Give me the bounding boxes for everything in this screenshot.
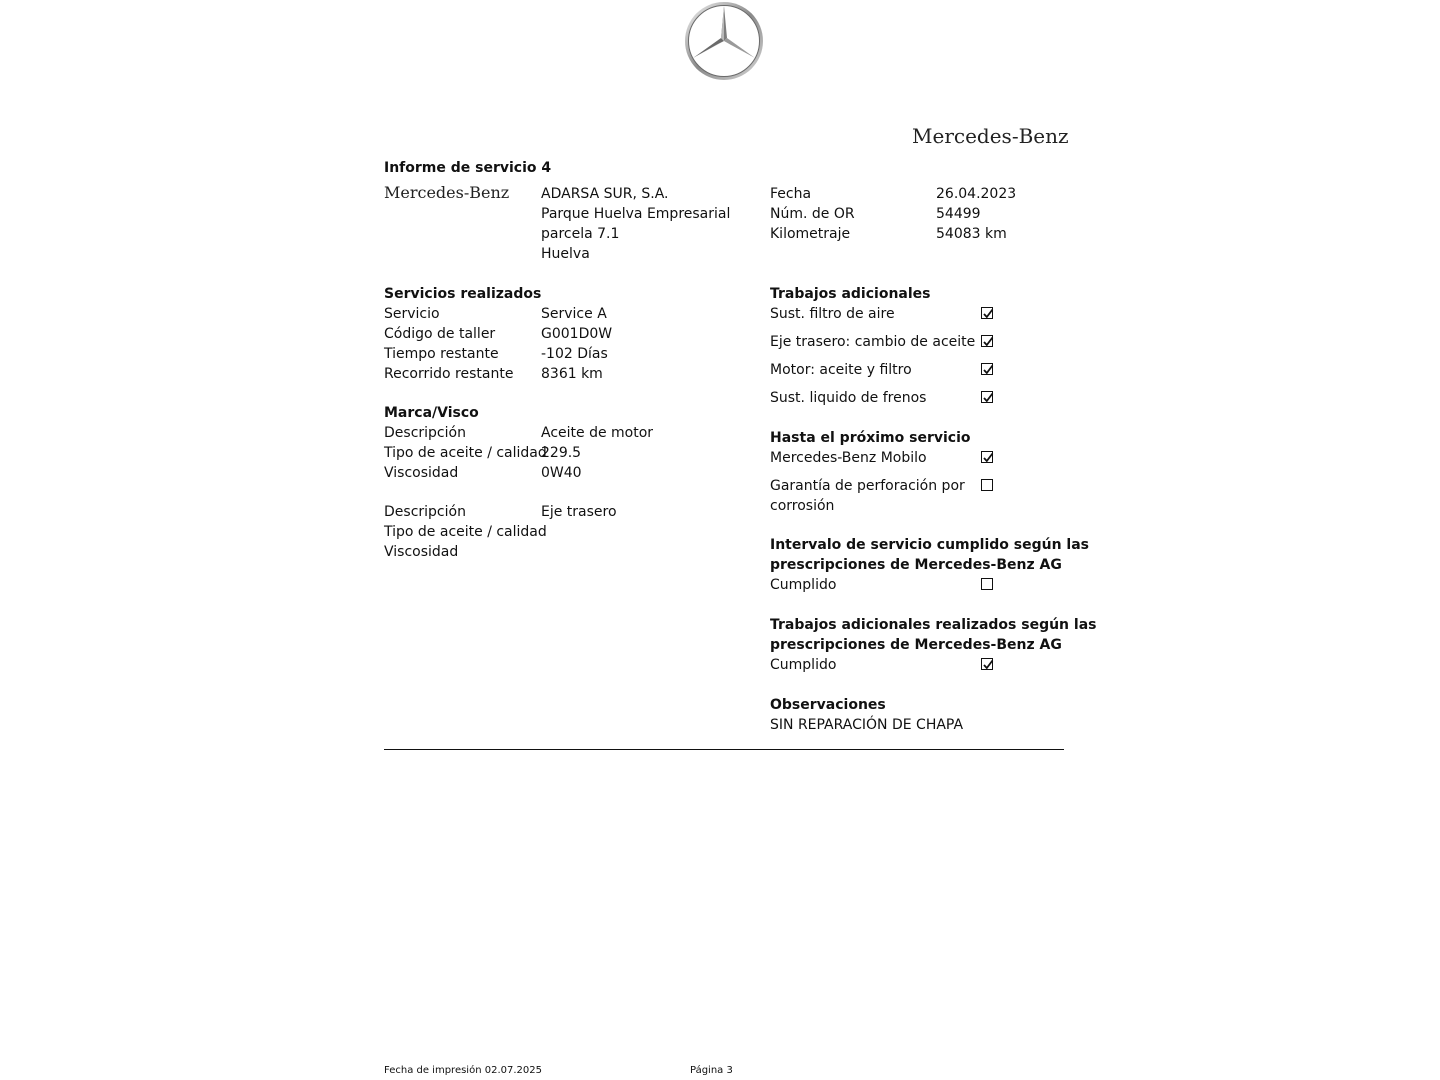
page-number: Página 3 — [690, 1065, 733, 1076]
sender-wordmark: Mercedes-Benz — [384, 183, 510, 202]
or-label: Núm. de OR — [770, 206, 855, 222]
print-date: Fecha de impresión 02.07.2025 — [384, 1065, 542, 1076]
fecha-value: 26.04.2023 — [936, 186, 1017, 202]
brand-wordmark: Mercedes-Benz — [912, 124, 1069, 148]
motor-desc-label: Descripción — [384, 425, 466, 441]
trabajo-label: Sust. filtro de aire — [770, 306, 895, 322]
intervalo-cumplido-checkbox[interactable] — [981, 578, 993, 590]
checkmark-icon — [982, 659, 994, 671]
trabajo-label: Sust. liquido de frenos — [770, 390, 927, 406]
observaciones-heading: Observaciones — [770, 697, 886, 713]
intervalo-heading-2: prescripciones de Mercedes-Benz AG — [770, 557, 1062, 573]
servicio-label: Servicio — [384, 306, 440, 322]
recorrido-value: 8361 km — [541, 366, 603, 382]
report-title: Informe de servicio 4 — [384, 160, 552, 176]
dealer-address-1: Parque Huelva Empresarial — [541, 206, 731, 222]
eje-desc-label: Descripción — [384, 504, 466, 520]
adicionales-heading-1: Trabajos adicionales realizados según las — [770, 617, 1097, 633]
fecha-label: Fecha — [770, 186, 812, 202]
proximo-heading: Hasta el próximo servicio — [770, 430, 971, 446]
km-value: 54083 km — [936, 226, 1007, 242]
adicionales-heading-2: prescripciones de Mercedes-Benz AG — [770, 637, 1062, 653]
motor-desc-value: Aceite de motor — [541, 425, 654, 441]
garantia-checkbox[interactable] — [981, 479, 993, 491]
checkmark-icon — [982, 452, 994, 464]
tiempo-value: -102 Días — [541, 346, 608, 362]
motor-visc-label: Viscosidad — [384, 465, 459, 481]
trabajo-label: Motor: aceite y filtro — [770, 362, 912, 378]
dealer-city: Huelva — [541, 246, 590, 262]
servicios-heading: Servicios realizados — [384, 286, 542, 302]
garantia-label-2: corrosión — [770, 498, 835, 514]
observaciones-text: SIN REPARACIÓN DE CHAPA — [770, 717, 964, 733]
adicionales-cumplido-checkbox[interactable] — [981, 658, 993, 670]
codigo-label: Código de taller — [384, 326, 496, 342]
motor-tipo-value: 229.5 — [541, 445, 582, 461]
motor-tipo-label: Tipo de aceite / calidad — [384, 445, 547, 461]
trabajo-checkbox[interactable] — [981, 307, 993, 319]
checkmark-icon — [982, 392, 994, 404]
trabajo-label: Eje trasero: cambio de aceite — [770, 334, 976, 350]
motor-visc-value: 0W40 — [541, 465, 582, 481]
servicio-value: Service A — [541, 306, 607, 322]
mercedes-star-logo — [683, 0, 765, 82]
marca-visco-heading: Marca/Visco — [384, 405, 479, 421]
codigo-value: G001D0W — [541, 326, 613, 342]
mobilo-label: Mercedes-Benz Mobilo — [770, 450, 927, 466]
eje-visc-label: Viscosidad — [384, 544, 459, 560]
eje-desc-value: Eje trasero — [541, 504, 617, 520]
mobilo-checkbox[interactable] — [981, 451, 993, 463]
eje-tipo-label: Tipo de aceite / calidad — [384, 524, 547, 540]
checkmark-icon — [982, 336, 994, 348]
intervalo-heading-1: Intervalo de servicio cumplido según las — [770, 537, 1089, 553]
checkmark-icon — [982, 308, 994, 320]
divider-line — [384, 749, 1064, 750]
dealer-name: ADARSA SUR, S.A. — [541, 186, 669, 202]
checkmark-icon — [982, 364, 994, 376]
trabajos-heading: Trabajos adicionales — [770, 286, 931, 302]
trabajo-checkbox[interactable] — [981, 335, 993, 347]
km-label: Kilometraje — [770, 226, 851, 242]
dealer-address-2: parcela 7.1 — [541, 226, 620, 242]
tiempo-label: Tiempo restante — [384, 346, 499, 362]
garantia-label-1: Garantía de perforación por — [770, 478, 965, 494]
trabajo-checkbox[interactable] — [981, 391, 993, 403]
recorrido-label: Recorrido restante — [384, 366, 514, 382]
adicionales-cumplido-label: Cumplido — [770, 657, 837, 673]
or-value: 54499 — [936, 206, 981, 222]
trabajo-checkbox[interactable] — [981, 363, 993, 375]
intervalo-cumplido-label: Cumplido — [770, 577, 837, 593]
